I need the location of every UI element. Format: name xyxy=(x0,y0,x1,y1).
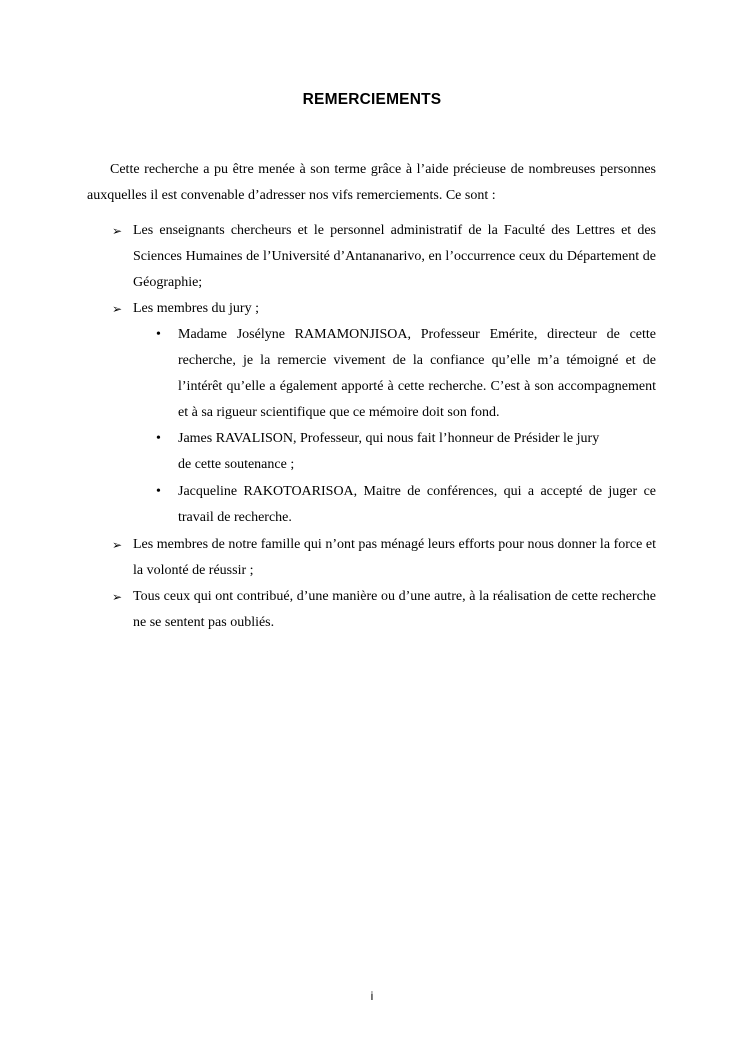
dot-bullet-icon: • xyxy=(156,327,161,342)
jury-item-text: Madame Josélyne RAMAMONJISOA, Professeur Emérite, directeur de cette recherche, je la remercie vivement de la confiance qu’elle m’a témoigné et de l’intérêt qu’elle a également apporté à cette recherche. C’est à son accompagnement et à sa rigueur scientifique que ce mémoire doit son fond. xyxy=(178,327,656,420)
arrow-bullet-icon: ➢ xyxy=(112,302,123,316)
jury-item-line: de cette soutenance ; xyxy=(178,457,295,472)
list-item xyxy=(112,296,656,322)
jury-item xyxy=(156,426,656,478)
list-item xyxy=(112,532,656,584)
list-item xyxy=(112,584,656,636)
list-item xyxy=(112,218,656,296)
intro-paragraph: Cette recherche a pu être menée à son terme grâce à l’aide précieuse de nombreuses personnes auxquelles il est convenable d’adresser nos vifs remerciements. Ce sont : xyxy=(87,162,656,203)
dot-bullet-icon: • xyxy=(156,484,161,499)
list-item-text: Les membres de notre famille qui n’ont pas ménagé leurs efforts pour nous donner la force et la volonté de réussir ; xyxy=(133,537,656,578)
dot-bullet-icon: • xyxy=(156,431,161,446)
list-item-text: Les enseignants chercheurs et le personnel administratif de la Faculté des Lettres et des Sciences Humaines de l’Université d’Antananarivo, en l’occurrence ceux du Département de Géographie; xyxy=(133,223,656,290)
jury-item xyxy=(156,322,656,426)
arrow-bullet-icon: ➢ xyxy=(112,590,123,604)
jury-item-text: Jacqueline RAKOTOARISOA, Maitre de conférences, qui a accepté de juger ce travail de recherche. xyxy=(178,484,656,525)
page-title: REMERCIEMENTS xyxy=(302,91,442,108)
jury-item xyxy=(156,479,656,531)
jury-item-line: James RAVALISON, Professeur, qui nous fait l’honneur de Présider le jury xyxy=(178,431,600,446)
list-item-text: Tous ceux qui ont contribué, d’une manière ou d’une autre, à la réalisation de cette recherche ne se sentent pas oubliés. xyxy=(133,589,656,630)
page-number: i xyxy=(370,989,374,1003)
arrow-bullet-icon: ➢ xyxy=(112,538,123,552)
list-item-text: Les membres du jury ; xyxy=(133,301,259,316)
arrow-bullet-icon: ➢ xyxy=(112,224,123,238)
jury-item-text xyxy=(178,426,656,478)
